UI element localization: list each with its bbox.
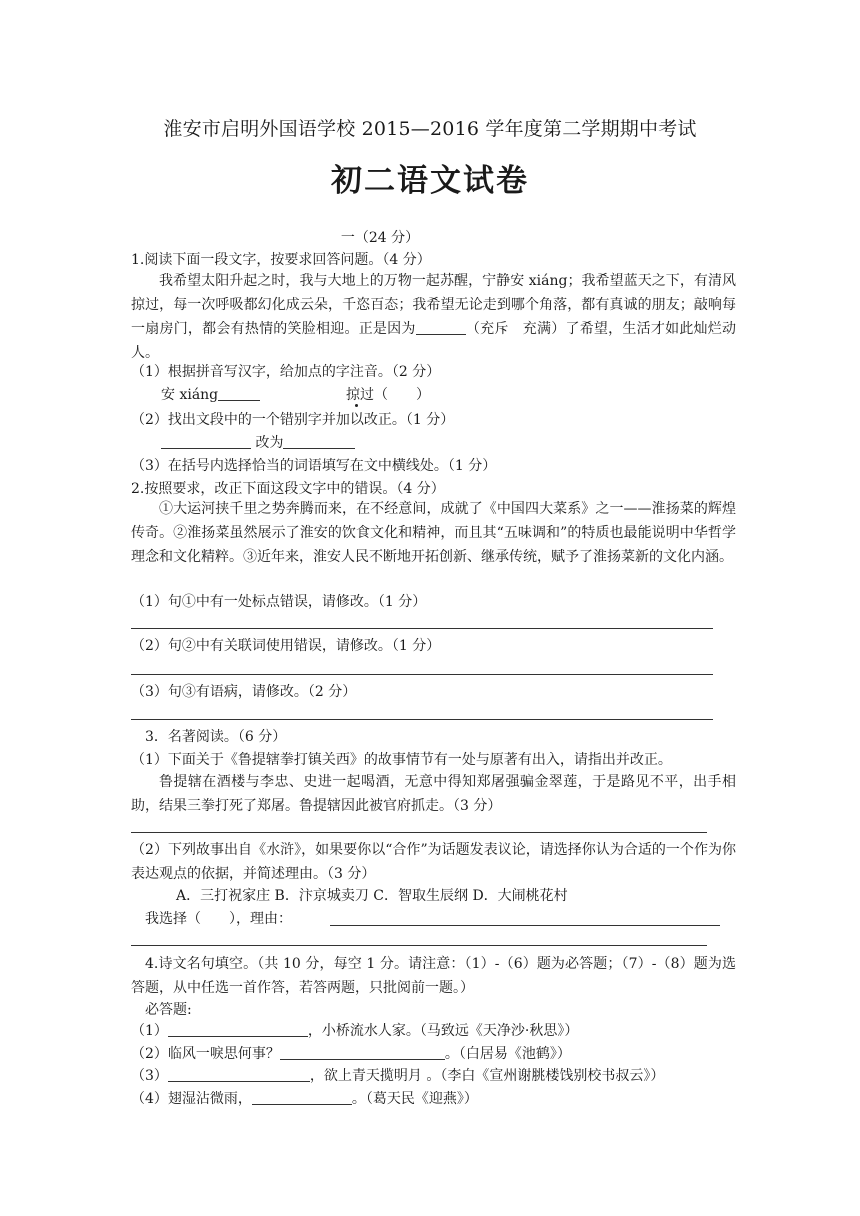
q1-passage	[131, 269, 736, 365]
q1-change-label: 改为	[255, 435, 284, 451]
q3-reason-line[interactable]	[330, 925, 720, 926]
q2-sub1: （1）句①中有一处标点错误，请修改。（1 分）	[131, 594, 427, 610]
q4-item-3	[131, 1066, 664, 1086]
q3-sub2: （2）下列故事出自《水浒》，如果要你以“合作”为话题发表议论，请选择你认为合适的一个作为你表达观点的依据，并简述理由。（3 分）	[131, 842, 736, 882]
q1-fill-blank[interactable]	[416, 320, 466, 335]
q1-pinyin-blank[interactable]	[218, 386, 260, 401]
emphasis-dot	[355, 404, 358, 407]
q4-item1-prefix: （1）	[131, 1023, 168, 1039]
q4-item4-blank[interactable]	[252, 1090, 352, 1105]
q1-sub1: （1）根据拼音写汉字，给加点的字注音。（2 分）	[131, 364, 441, 380]
school-exam-line: 淮安市启明外国语学校 2015—2016 学年度第二学期期中考试	[163, 118, 697, 140]
q3-sub1-answer-line[interactable]	[131, 832, 707, 833]
q4-item3-blank[interactable]	[168, 1067, 310, 1082]
q4-item4-suffix: 。（葛天民《迎燕》）	[351, 1091, 478, 1107]
q4-item2-suffix: 。（白居易《池鹤》）	[444, 1046, 571, 1062]
q1-passage-text-end: （充斥 充满）了希望，生活才如此灿烂动人。	[131, 321, 737, 361]
q4-stem: 4.诗文名句填空。（共 10 分，每空 1 分。请注意：（1）-（6）题为必答题；（7）-（8）题为选答题，从中任选一首作答，若答两题，只批阅前一题。）	[131, 956, 736, 996]
q1-stem: 1.阅读下面一段文字，按要求回答问题。（4 分）	[131, 252, 431, 268]
q3-sub1-passage: 鲁提辖在酒楼与李忠、史进一起喝酒，无意中得知郑屠强骗金翠莲，于是路见不平，出手相助，结果三拳打死了郑屠。鲁提辖因此被官府抓走。（3 分）	[131, 774, 736, 814]
q3-reason-line-2[interactable]	[131, 945, 707, 946]
q3-choose: 我选择（ ），理由：	[145, 911, 292, 927]
q4-item-4	[131, 1089, 478, 1109]
q4-item-2	[131, 1044, 571, 1064]
q1-sub1-word: 掠过（ ）	[346, 387, 430, 403]
q1-sub1-pinyin	[161, 385, 260, 405]
q3-options: A．三打祝家庄 B．汴京城卖刀 C．智取生辰纲 D．大闹桃花村	[176, 888, 568, 904]
q2-stem: 2.按照要求，改正下面这段文字中的错误。（4 分）	[131, 481, 445, 497]
q4-required-label: 必答题:	[145, 1002, 192, 1018]
q1-sub3: （3）在括号内选择恰当的词语填写在文中横线处。（1 分）	[131, 458, 497, 474]
q4-item3-suffix: ，欲上青天揽明月 。（李白《宣州谢脁楼饯别校书叔云》）	[309, 1068, 665, 1084]
q1-sub2: （2）找出文段中的一个错别字并加以改正。（1 分）	[131, 412, 455, 428]
q4-item1-blank[interactable]	[168, 1022, 308, 1037]
q1-wrong-char-blank[interactable]	[161, 434, 251, 449]
q4-item2-prefix: （2）临风一唳思何事？	[131, 1046, 280, 1062]
q2-sub3-answer-line[interactable]	[131, 719, 713, 720]
q2-sub2-answer-line[interactable]	[131, 674, 713, 675]
q1-sub2-answer	[161, 433, 355, 453]
q2-passage: ①大运河挟千里之势奔腾而来，在不经意间，成就了《中国四大菜系》之一——淮扬菜的辉煌传奇。②淮扬菜虽然展示了淮安的饮食文化和精神，而且其“五味调和”的特质也最能说明中华哲学理念和文化精粹。③近年来，淮安人民不断地开拓创新、继承传统，赋予了淮扬菜新的文化内涵。	[131, 501, 736, 565]
q2-sub2: （2）句②中有关联词使用错误，请修改。（1 分）	[131, 638, 441, 654]
exam-title: 初二语文试卷	[331, 163, 529, 199]
section-heading: 一（24 分）	[340, 230, 420, 246]
q2-sub1-answer-line[interactable]	[131, 628, 713, 629]
q2-sub3: （3）句③有语病，请修改。（2 分）	[131, 684, 357, 700]
q3-stem: 3．名著阅读。（6 分）	[145, 729, 287, 745]
q1-passage-text: 我希望太阳升起之时，我与大地上的万物一起苏醒，宁静安 xiáng；我希望蓝天之下，有清风掠过，每一次呼吸都幻化成云朵，千恣百态；我希望无论走到哪个角落，都有真诚的朋友；敲响每一扇房门，都会有热情的笑脸相迎。正是因为	[131, 273, 736, 337]
q4-item4-prefix: （4）翅湿沾微雨，	[131, 1091, 252, 1107]
q1-correct-char-blank[interactable]	[283, 434, 355, 449]
q1-pinyin-label: 安 xiáng	[161, 387, 219, 403]
q4-item3-prefix: （3）	[131, 1068, 168, 1084]
q4-item2-blank[interactable]	[280, 1045, 445, 1060]
q4-item-1	[131, 1021, 578, 1041]
q3-sub1: （1）下面关于《鲁提辖拳打镇关西》的故事情节有一处与原著有出入，请指出并改正。	[131, 752, 672, 768]
q4-item1-suffix: ，小桥流水人家。（马致远《天净沙·秋思》）	[307, 1023, 579, 1039]
